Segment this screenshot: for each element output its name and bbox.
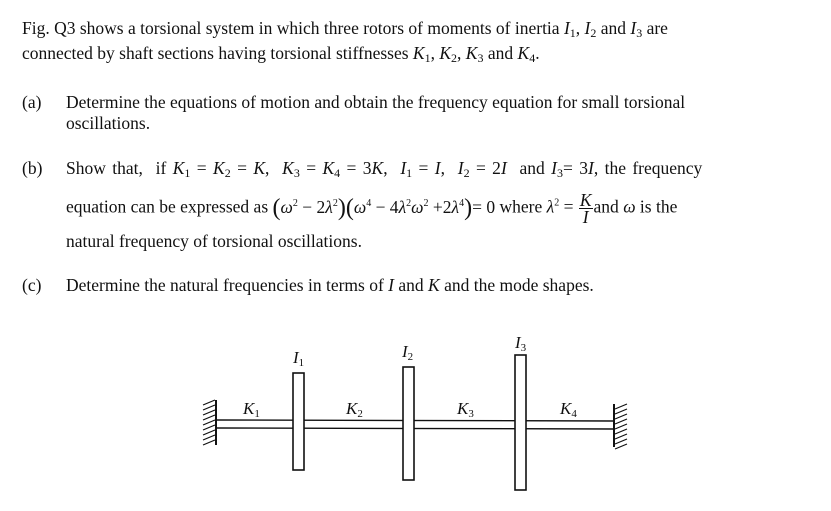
rotor-2-label: I2 — [402, 342, 414, 363]
left-wall — [203, 400, 216, 445]
part-c-text: Determine the natural frequencies in terms of I and K and the mode shapes. — [66, 275, 594, 295]
rotor-1 — [293, 373, 304, 470]
part-a-line-1: Determine the equations of motion and obtain the frequency equation for small torsional — [66, 92, 686, 112]
right-wall — [614, 404, 627, 449]
rotor-1-label: I1 — [293, 348, 305, 369]
spring-1-label: K1 — [243, 399, 260, 420]
part-b-line-1: Show that, if $K_1 = K_2 = K$, $K_3 = K_4 = 3K$, $I_1 = I$, $I_2 = 2I$ and $I_3= 3I$, the frequency — [66, 158, 703, 180]
rotor-3-label: I3 — [515, 333, 527, 354]
part-a-label: (a) — [22, 92, 42, 112]
rotor-2 — [403, 367, 414, 480]
part-b-line-3: natural frequency of torsional oscillations. — [66, 231, 362, 251]
intro-line-2: connected by shaft sections having torsional stiffnesses $K_1$, $K_2$, $K_3$ and $K_4$. — [22, 43, 540, 65]
spring-4-label: K4 — [560, 399, 577, 420]
lambda-fraction: $\frac{K}{I}$ — [579, 190, 592, 227]
part-a-line-2: oscillations. — [66, 113, 151, 133]
spring-3-label: K3 — [457, 399, 474, 420]
spring-2-label: K2 — [346, 399, 363, 420]
part-c-label: (c) — [22, 275, 42, 295]
intro-line-1: Fig. Q3 shows a torsional system in which three rotors of moments of inertia $I_1$, $I_2$ and $I_3$ are — [22, 18, 668, 40]
frequency-equation: $(\omega^2 - 2\lambda^2)(\omega^4 - 4\lambda^2\omega^2 +2\lambda^4)= 0$ — [272, 194, 500, 221]
part-b-line-2: equation can be expressed as $(\omega^2 - 2\lambda^2)(\omega^4 - 4\lambda^2\omega^2 +2\lambda^4)= 0$ where $\lambda^2$ = $\frac{K}{I}$ and ω is the — [66, 190, 678, 227]
rotor-3 — [515, 355, 526, 490]
part-b-label: (b) — [22, 158, 43, 178]
shaft — [216, 420, 614, 429]
